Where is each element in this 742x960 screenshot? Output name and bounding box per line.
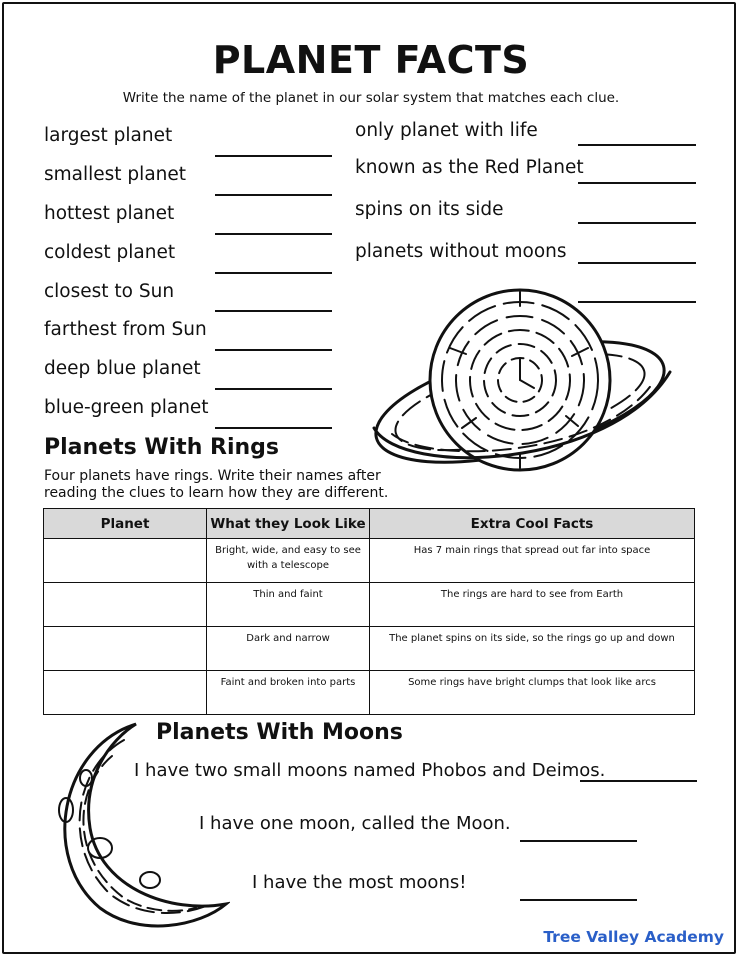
table-row (44, 671, 695, 715)
answer-line[interactable] (215, 272, 332, 274)
column-header: What they Look Like (207, 509, 370, 539)
clue-label: known as the Red Planet (355, 157, 584, 178)
clue-label: blue-green planet (44, 397, 209, 418)
answer-line[interactable] (580, 780, 697, 782)
table-row (44, 627, 695, 671)
planet-answer-cell[interactable] (44, 583, 207, 627)
brand-logo-text: Tree Valley Academy (543, 928, 724, 946)
clue-label: closest to Sun (44, 281, 175, 302)
look-cell: Faint and broken into parts (207, 671, 370, 715)
answer-line[interactable] (215, 349, 332, 351)
moon-clue: I have two small moons named Phobos and Deimos. (134, 760, 606, 781)
answer-line[interactable] (215, 194, 332, 196)
clue-label: smallest planet (44, 164, 187, 185)
fact-cell: The rings are hard to see from Earth (370, 583, 695, 627)
page-title: PLANET FACTS (212, 38, 530, 82)
moon-clue: I have one moon, called the Moon. (199, 813, 511, 834)
section-heading-rings: Planets With Rings (44, 435, 279, 460)
clue-label: only planet with life (355, 120, 538, 141)
answer-line[interactable] (215, 388, 332, 390)
look-cell: Dark and narrow (207, 627, 370, 671)
answer-line[interactable] (578, 144, 696, 146)
clue-label: largest planet (44, 125, 173, 146)
rings-intro: Four planets have rings. Write their names after reading the clues to learn how they are different. (44, 468, 389, 501)
look-cell: Bright, wide, and easy to see with a telescope (207, 539, 370, 583)
answer-line[interactable] (215, 427, 332, 429)
answer-line[interactable] (215, 155, 332, 157)
clue-label: planets without moons (355, 241, 567, 262)
answer-line[interactable] (520, 840, 637, 842)
instructions: Write the name of the planet in our solar system that matches each clue. (122, 90, 620, 106)
look-cell: Thin and faint (207, 583, 370, 627)
planet-answer-cell[interactable] (44, 671, 207, 715)
column-header: Planet (44, 509, 207, 539)
fact-cell: Has 7 main rings that spread out far into space (370, 539, 695, 583)
fact-cell: Some rings have bright clumps that look like arcs (370, 671, 695, 715)
column-header: Extra Cool Facts (370, 509, 695, 539)
rings-table (43, 508, 695, 715)
answer-line[interactable] (578, 262, 696, 264)
answer-line[interactable] (520, 899, 637, 901)
answer-line[interactable] (215, 233, 332, 235)
moon-clue: I have the most moons! (252, 872, 467, 893)
clue-label: farthest from Sun (44, 319, 207, 340)
clue-label: deep blue planet (44, 358, 201, 379)
clue-label: hottest planet (44, 203, 175, 224)
table-row (44, 583, 695, 627)
answer-line[interactable] (215, 310, 332, 312)
planet-answer-cell[interactable] (44, 539, 207, 583)
planet-answer-cell[interactable] (44, 627, 207, 671)
answer-line[interactable] (578, 182, 696, 184)
table-row (44, 539, 695, 583)
clue-label: coldest planet (44, 242, 176, 263)
table-header-row (44, 509, 695, 539)
clue-label: spins on its side (355, 199, 504, 220)
answer-line[interactable] (578, 222, 696, 224)
section-heading-moons: Planets With Moons (156, 720, 403, 745)
fact-cell: The planet spins on its side, so the rings go up and down (370, 627, 695, 671)
